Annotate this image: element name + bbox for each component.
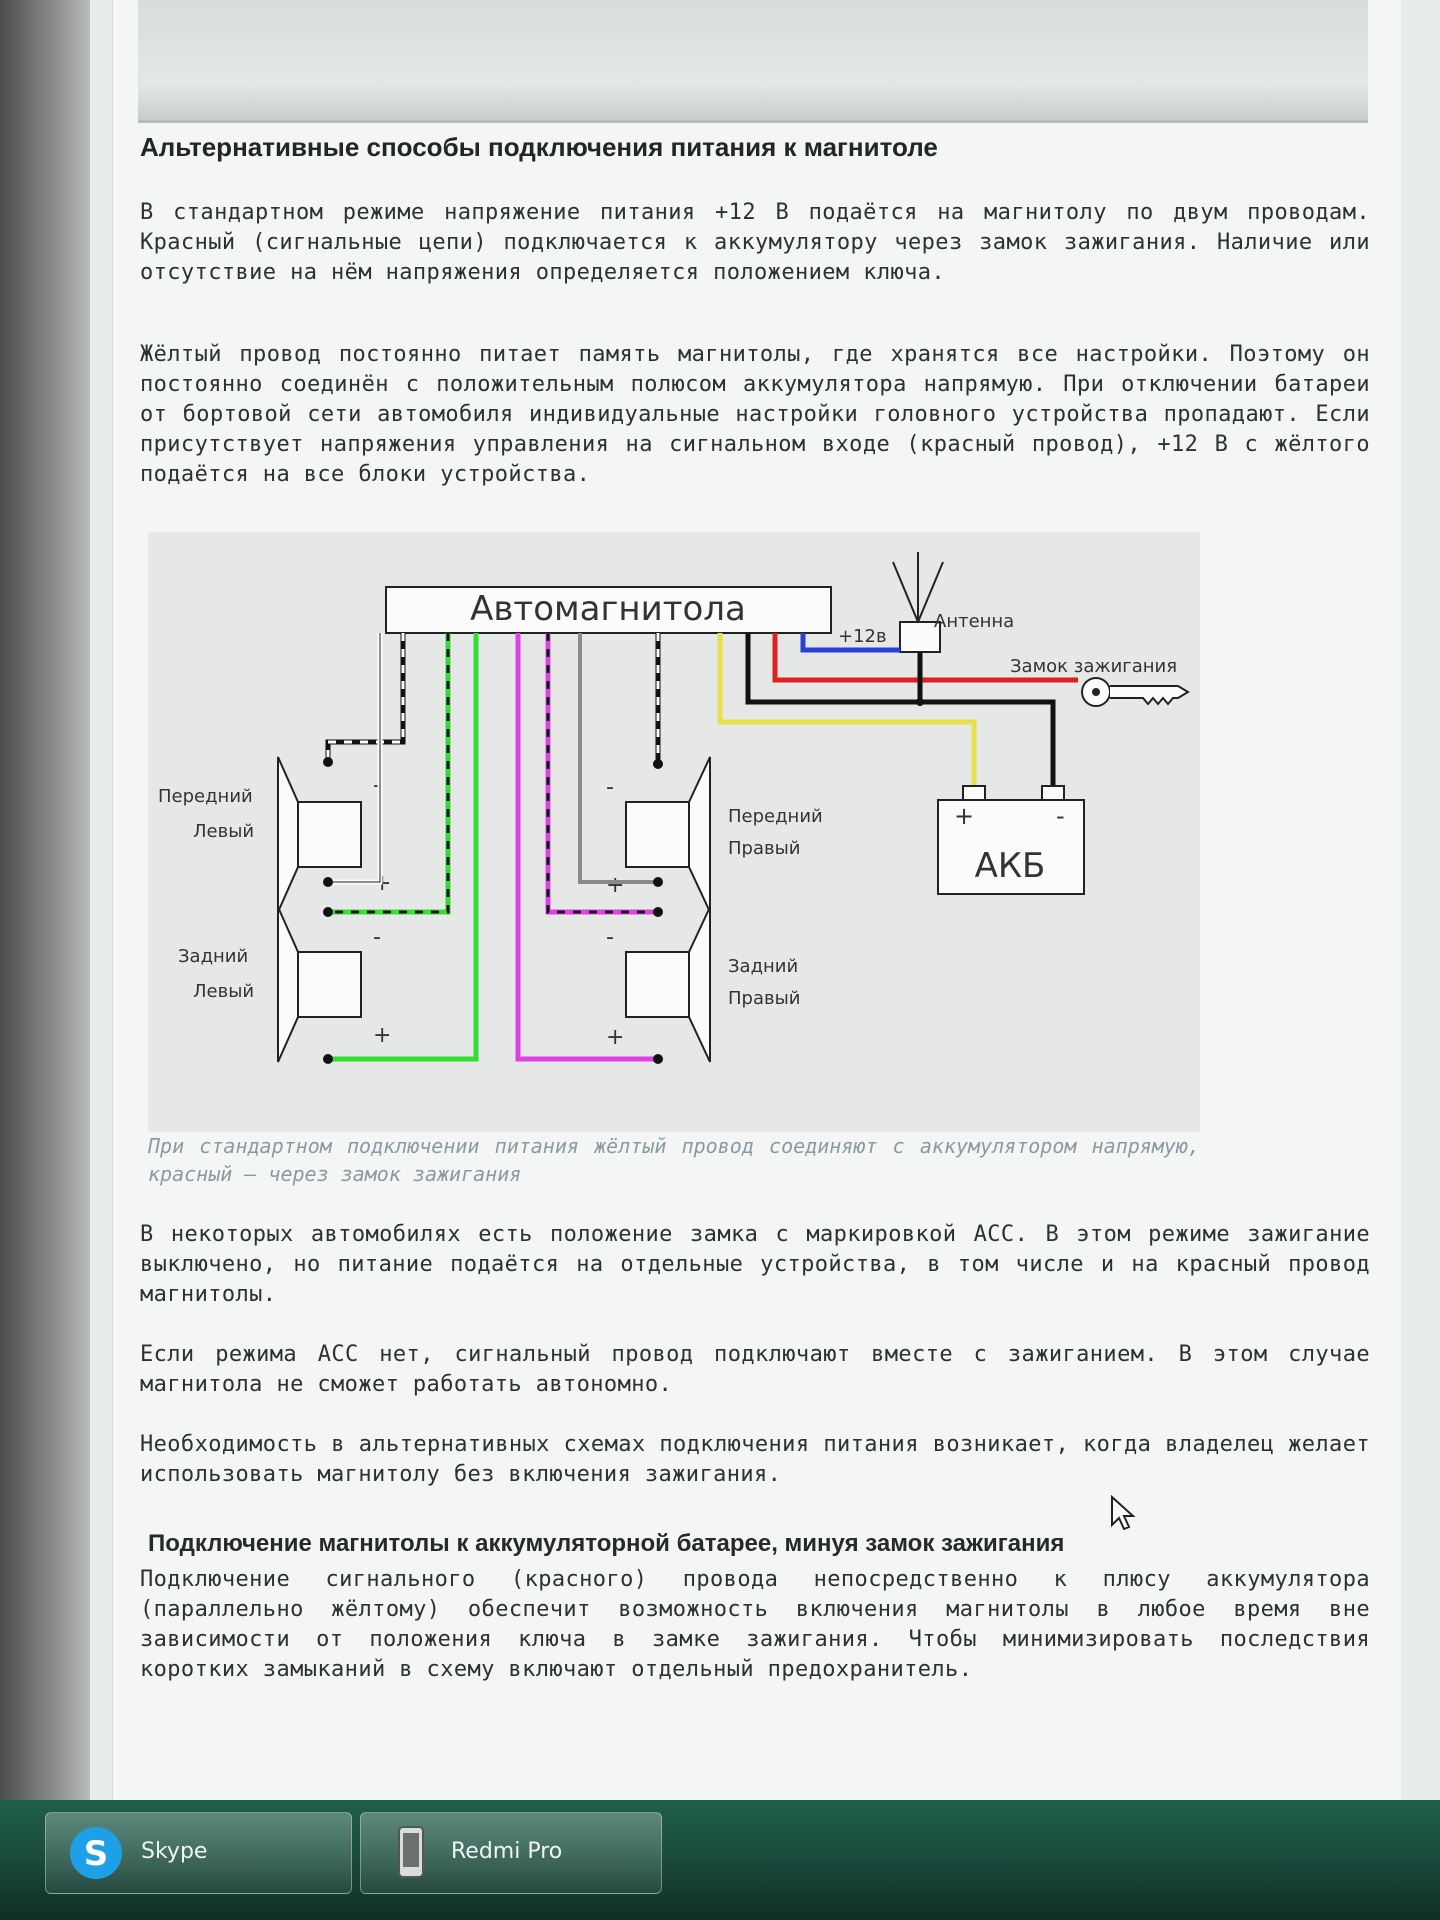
paragraph-alternative: Необходимость в альтернативных схемах подключения питания возникает, когда владелец желает использовать магнитолу без включения зажигания. [140,1432,1370,1487]
taskbar-redmi-label: Redmi Pro [451,1839,563,1864]
paragraph-direct-connection: Подключение сигнального (красного) провода непосредственно к плюсу аккумулятора (параллельно жёлтому) обеспечит возможность включения магнитолы в любое время вне зависимости от положения ключа в замке зажигания. Чтобы минимизировать последствия коротких замыканий в схему включают отдельный предохранитель. [140,1567,1370,1682]
rear-left-plus: + [373,1023,392,1048]
section-subheading: Подключение магнитолы к аккумуляторной батарее, минуя замок зажигания [148,1530,1065,1557]
rear-right-label-2: Правый [728,988,801,1009]
taskbar-skype-button[interactable] [45,1812,352,1894]
taskbar-redmi-button[interactable] [360,1812,662,1894]
antenna-label: Антенна [934,611,1015,632]
rear-left-minus: - [373,925,381,950]
taskbar [0,1800,1440,1920]
front-right-plus: + [606,873,625,898]
skype-icon [66,1823,126,1883]
ignition-label: Замок зажигания [1010,656,1178,677]
rear-left-label-2: Левый [193,981,255,1002]
front-right-label-1: Передний [728,806,823,827]
wiring-diagram-svg [148,532,1200,1132]
battery-minus: - [1056,802,1065,830]
page-header-bar [138,0,1368,123]
svg-text:S: S [83,1834,109,1874]
front-left-minus: - [373,773,381,798]
article-title: Альтернативные способы подключения питания к магнитоле [140,132,938,162]
rear-right-plus: + [606,1025,625,1050]
paragraph-standard-mode: В стандартном режиме напряжение питания +12 В подаётся на магнитолу по двум проводам. Красный (сигнальные цепи) подключается к аккумулятору через замок зажигания. Наличие или отсутствие на нём напряжения определяется положением ключа. [140,200,1370,285]
phone-icon [391,1823,431,1883]
rear-right-label-1: Задний [728,956,799,977]
mouse-cursor-icon [1110,1495,1136,1531]
battery-plus: + [954,802,975,830]
rear-left-label-1: Задний [178,946,249,967]
paragraph-yellow-wire: Жёлтый провод постоянно питает память магнитолы, где хранятся все настройки. Поэтому он постоянно соединён с положительным полюсом аккумулятора напрямую. При отключении батареи от бортовой сети автомобиля индивидуальные настройки головного устройства пропадают. Если присутствует напряжения управления на сигнальном входе (красный провод), +12 В с жёлтого подаётся на все блоки устройства. [140,342,1370,487]
monitor-bezel [0,0,90,1820]
front-left-plus: + [373,871,392,896]
paragraph-no-acc: Если режима АСС нет, сигнальный провод подключают вместе с зажиганием. В этом случае магнитола не сможет работать автономно. [140,1342,1370,1397]
plus12-label: +12в [838,626,887,647]
taskbar-skype-label: Skype [141,1839,208,1864]
head-unit-label: Автомагнитола [470,589,746,629]
wiring-diagram [148,532,1200,1132]
front-left-label-2: Левый [193,821,255,842]
paragraph-acc: В некоторых автомобилях есть положение замка с маркировкой АСС. В этом режиме зажигание выключено, но питание подаётся на отдельные устройства, в том числе и на красный провод магнитолы. [140,1222,1370,1307]
front-left-label-1: Передний [158,786,253,807]
battery-label: АКБ [974,846,1046,886]
front-right-minus: - [606,775,614,800]
front-right-label-2: Правый [728,838,801,859]
rear-right-minus: - [606,925,614,950]
figure-caption: При стандартном подключении питания жёлтый провод соединяют с аккумулятором напрямую, красный — через замок зажигания [148,1134,1200,1186]
